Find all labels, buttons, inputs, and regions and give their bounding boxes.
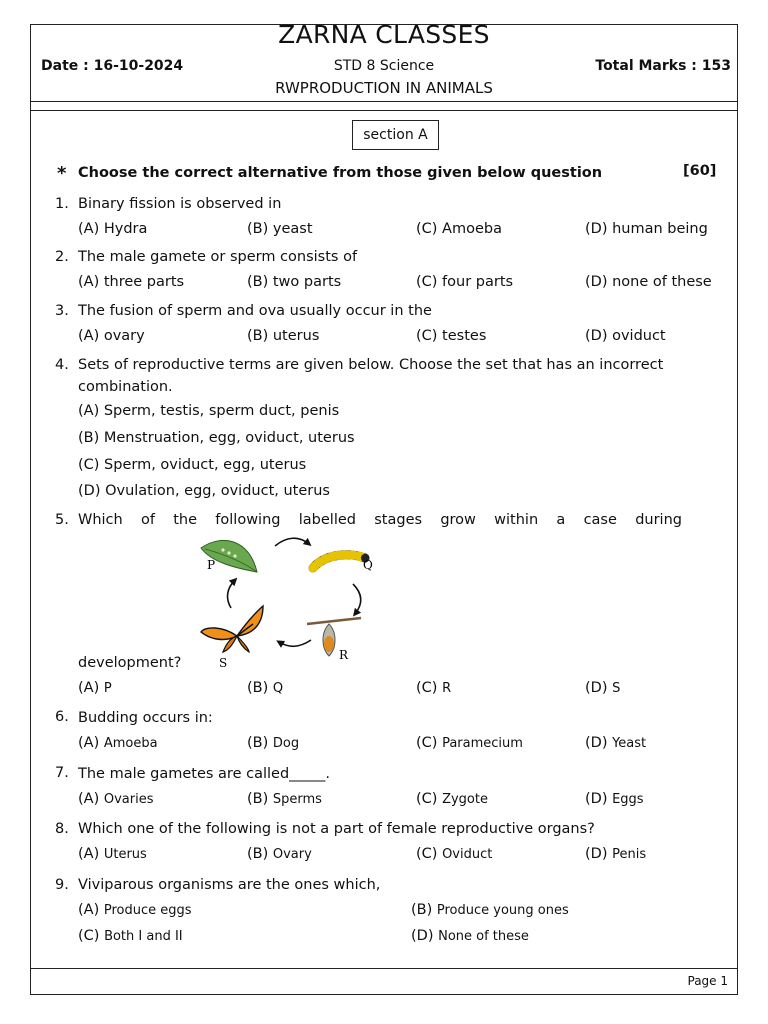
question-text: Which one of the following is not a part of female reproductive organs? — [78, 821, 595, 837]
stage-label-r: R — [339, 648, 349, 662]
question-word: a — [556, 512, 566, 528]
option-letter: (A) — [78, 680, 100, 696]
std-subject: STD 8 Science — [333, 58, 435, 74]
option-value: P — [103, 681, 112, 696]
option-letter: (C) — [78, 928, 100, 944]
total-marks: Total Marks : 153 — [595, 58, 731, 74]
option-letter: (D) — [411, 928, 434, 944]
option-a — [78, 680, 112, 696]
question-word: following — [215, 512, 281, 528]
option-d — [585, 680, 620, 696]
option-value: Ovary — [272, 847, 312, 862]
section-label: section A — [352, 120, 439, 150]
option-d: (D) Ovulation, egg, oviduct, uterus — [78, 483, 330, 499]
option-value: Ovaries — [103, 792, 154, 807]
option-d — [411, 928, 529, 944]
option-letter: (C) — [416, 735, 438, 751]
option-letter: (B) — [247, 846, 269, 862]
option-b: (B) two parts — [247, 274, 342, 290]
option-c: (C) testes — [416, 328, 487, 344]
option-letter: (C) — [416, 846, 438, 862]
question-number: 7. — [55, 765, 69, 781]
option-a: (A) ovary — [78, 328, 145, 344]
butterfly-icon — [201, 606, 263, 652]
question-number: 4. — [55, 357, 69, 373]
option-value: Produce eggs — [103, 903, 192, 918]
question-text: Budding occurs in: — [78, 710, 213, 726]
question-number: 8. — [55, 821, 69, 837]
question-number: 9. — [55, 877, 69, 893]
option-c — [416, 846, 492, 862]
option-b: (B) yeast — [247, 221, 313, 237]
option-d: (D) none of these — [585, 274, 712, 290]
question-word: Which — [78, 512, 123, 528]
option-a: (A) Sperm, testis, sperm duct, penis — [78, 403, 340, 419]
option-d — [585, 791, 644, 807]
header-divider — [30, 101, 738, 102]
option-value: Amoeba — [103, 736, 158, 751]
chapter-title: RWPRODUCTION IN ANIMALS — [275, 79, 493, 97]
stage-label-s: S — [219, 656, 228, 670]
question-word: the — [173, 512, 198, 528]
stage-label-q: Q — [363, 558, 373, 572]
institute-title: ZARNA CLASSES — [278, 20, 490, 49]
option-value: Both I and II — [104, 929, 183, 944]
option-c — [416, 735, 523, 751]
question-word: grow — [440, 512, 476, 528]
option-b: (B) Menstruation, egg, oviduct, uterus — [78, 430, 355, 446]
option-value: Dog — [272, 736, 300, 751]
option-d: (D) human being — [585, 221, 708, 237]
option-letter: (B) — [411, 902, 433, 918]
option-value: Produce young ones — [436, 903, 569, 918]
question-word: of — [140, 512, 155, 528]
option-a: (A) three parts — [78, 274, 185, 290]
option-value: Paramecium — [442, 736, 523, 751]
option-letter: (B) — [247, 791, 269, 807]
option-value: None of these — [438, 929, 529, 944]
option-b — [247, 791, 322, 807]
question-word: stages — [374, 512, 423, 528]
cycle-arrow — [275, 538, 309, 546]
option-value: Zygote — [442, 792, 488, 807]
stage-label-p: P — [207, 558, 216, 572]
option-letter: (D) — [585, 735, 608, 751]
question-text-continued: development? — [78, 655, 182, 671]
option-value: Oviduct — [442, 847, 493, 862]
instruction-star: * — [57, 163, 67, 184]
option-letter: (D) — [585, 791, 608, 807]
option-b — [247, 680, 283, 696]
question-word: case — [583, 512, 617, 528]
option-b — [411, 902, 569, 918]
option-a — [78, 735, 158, 751]
footer-divider — [30, 968, 738, 969]
chrysalis-icon — [307, 618, 361, 656]
page-number: Page 1 — [687, 974, 728, 988]
option-letter: (A) — [78, 902, 100, 918]
option-b: (B) uterus — [247, 328, 320, 344]
question-text: The fusion of sperm and ova usually occur in the — [78, 303, 432, 319]
option-b — [247, 735, 299, 751]
section-instruction: Choose the correct alternative from those given below question — [78, 165, 603, 181]
option-d — [585, 846, 646, 862]
question-text: Viviparous organisms are the ones which, — [78, 877, 381, 893]
cycle-arrow — [353, 584, 361, 614]
question-word: labelled — [298, 512, 356, 528]
option-c — [416, 680, 451, 696]
option-a — [78, 846, 147, 862]
butterfly-lifecycle-figure — [193, 532, 378, 672]
option-c — [78, 928, 183, 944]
option-c: (C) Amoeba — [416, 221, 502, 237]
option-value: R — [442, 681, 452, 696]
option-value: Q — [272, 681, 284, 696]
option-value: Uterus — [103, 847, 147, 862]
option-value: S — [612, 681, 621, 696]
question-text: The male gamete or sperm consists of — [78, 249, 358, 265]
question-text: The male gametes are called_____. — [78, 766, 331, 782]
option-d — [585, 735, 646, 751]
question-text — [78, 512, 682, 528]
cycle-arrow — [228, 580, 235, 608]
question-word: within — [494, 512, 539, 528]
question-number: 3. — [55, 303, 69, 319]
question-text: Sets of reproductive terms are given below. Choose the set that has an incorrect — [78, 357, 664, 373]
option-letter: (C) — [416, 791, 438, 807]
option-c — [416, 791, 488, 807]
option-c: (C) Sperm, oviduct, egg, uterus — [78, 457, 307, 473]
question-number: 6. — [55, 709, 69, 725]
option-a: (A) Hydra — [78, 221, 148, 237]
option-value: Yeast — [612, 736, 647, 751]
option-value: Penis — [612, 847, 647, 862]
caterpillar-icon — [313, 554, 369, 568]
option-letter: (A) — [78, 735, 100, 751]
question-word: during — [635, 512, 682, 528]
option-letter: (C) — [416, 680, 438, 696]
question-text: Binary fission is observed in — [78, 196, 282, 212]
option-letter: (B) — [247, 680, 269, 696]
option-letter: (A) — [78, 846, 100, 862]
header-divider-2 — [30, 110, 738, 111]
option-letter: (B) — [247, 735, 269, 751]
option-letter: (D) — [585, 846, 608, 862]
question-text-continued: combination. — [78, 379, 173, 395]
question-number: 2. — [55, 249, 69, 265]
option-value: Eggs — [612, 792, 644, 807]
section-marks: [60] — [683, 163, 717, 179]
option-a — [78, 791, 153, 807]
option-letter: (A) — [78, 791, 100, 807]
question-number: 1. — [55, 196, 69, 212]
option-c: (C) four parts — [416, 274, 514, 290]
option-letter: (D) — [585, 680, 608, 696]
option-b — [247, 846, 312, 862]
option-d: (D) oviduct — [585, 328, 666, 344]
exam-date: Date : 16-10-2024 — [41, 58, 184, 74]
option-a — [78, 902, 192, 918]
cycle-arrow — [279, 640, 311, 646]
question-number: 5. — [55, 512, 69, 528]
option-value: Sperms — [272, 792, 322, 807]
